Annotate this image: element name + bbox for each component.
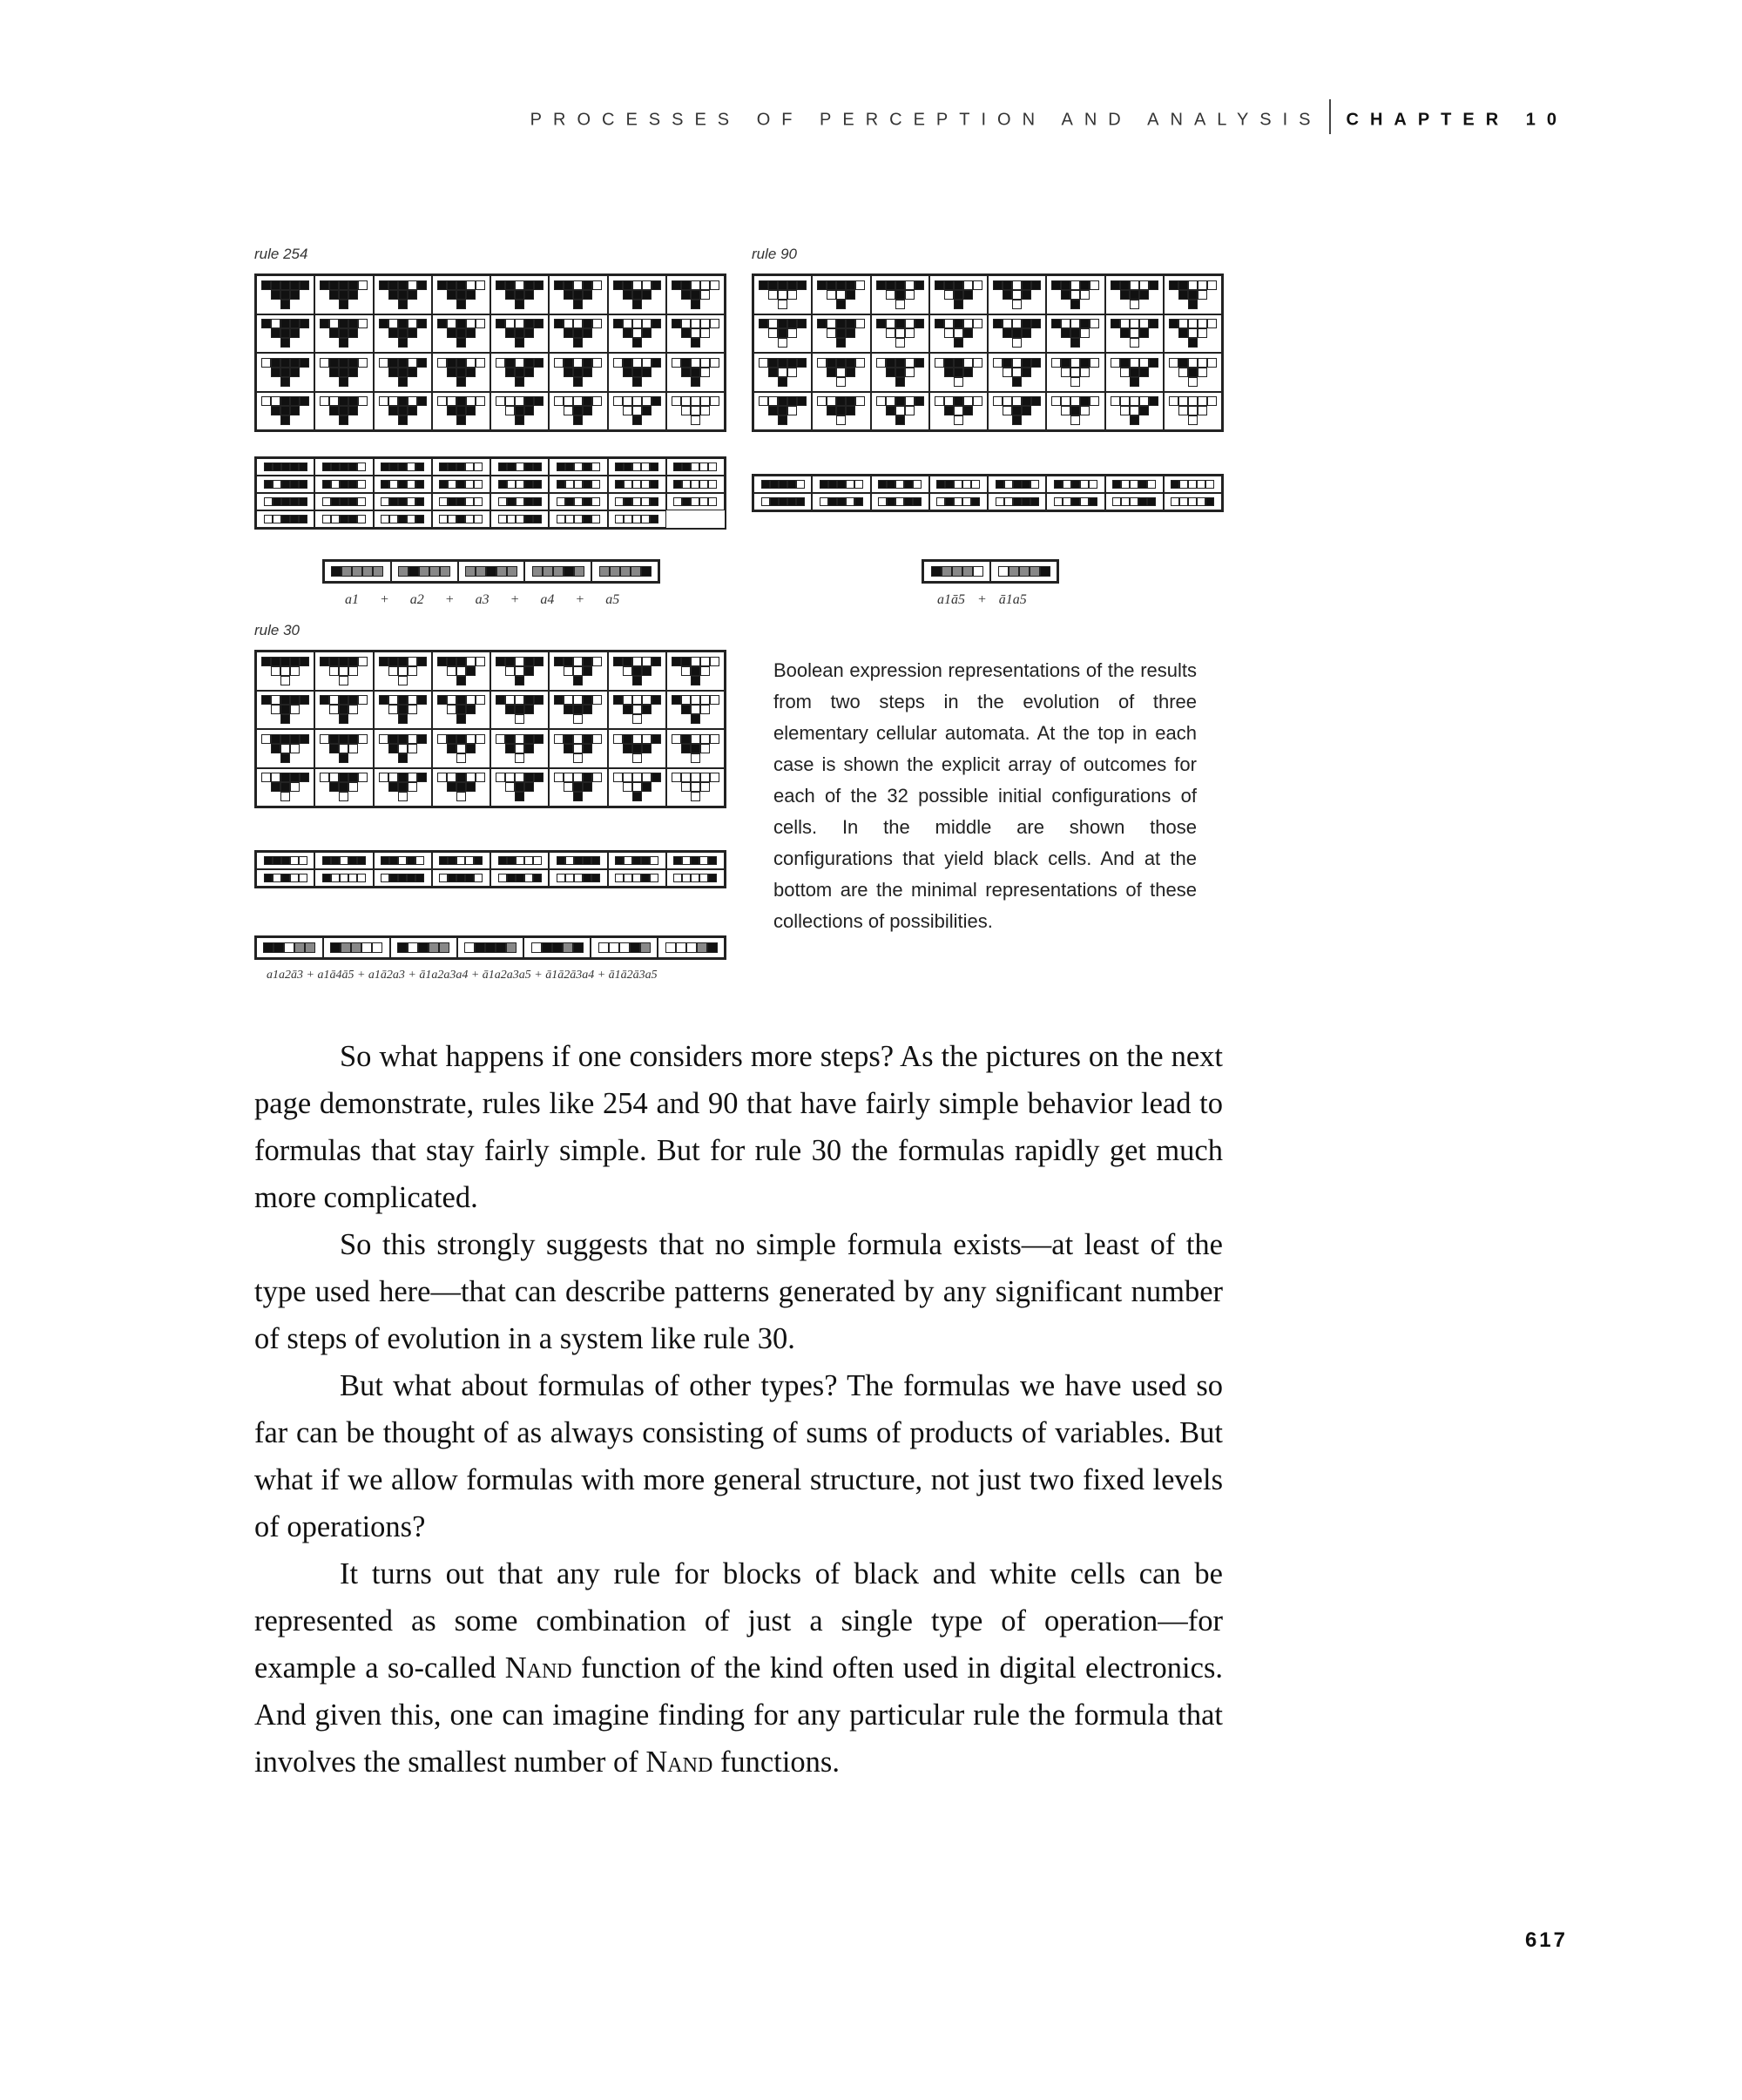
black-configurations-rule-254 (254, 456, 726, 530)
header-divider (1329, 99, 1331, 134)
configuration-cell (256, 493, 314, 510)
outcome-cell (666, 353, 725, 392)
outcome-cell (490, 729, 549, 768)
outcome-cell (1164, 353, 1222, 392)
configuration-cell (432, 458, 490, 476)
page-number: 617 (1524, 1928, 1568, 1952)
outcome-cell (549, 729, 607, 768)
panel-label-rule-254: rule 254 (254, 246, 308, 262)
minimal-terms-rule-30 (254, 935, 726, 960)
configuration-cell (314, 458, 373, 476)
configuration-cell (929, 476, 988, 493)
configuration-cell (549, 510, 607, 528)
configuration-cell (432, 493, 490, 510)
configuration-cell (490, 852, 549, 869)
outcome-cell (871, 392, 929, 431)
outcome-grid-rule-254 (254, 273, 726, 432)
outcome-cell (490, 353, 549, 392)
configuration-cell (1164, 493, 1222, 510)
outcome-cell (1105, 275, 1164, 314)
paragraph-4-part-b: function of the kind often used in digital electronics. And given this, one can imagine finding for any particular rule the formula that involves the smallest number of (254, 1651, 1223, 1779)
outcome-cell (988, 392, 1046, 431)
configuration-cell (314, 869, 373, 887)
outcome-cell (490, 768, 549, 807)
configuration-cell (666, 852, 725, 869)
outcome-cell (929, 314, 988, 354)
configuration-cell (256, 458, 314, 476)
configuration-cell (929, 493, 988, 510)
outcome-cell (608, 691, 666, 730)
configuration-cell (490, 458, 549, 476)
configuration-cell (608, 476, 666, 493)
panel-label-rule-30: rule 30 (254, 622, 300, 638)
configuration-cell (608, 493, 666, 510)
outcome-cell (929, 353, 988, 392)
outcome-cell (666, 275, 725, 314)
configuration-cell (374, 493, 432, 510)
outcome-cell (871, 275, 929, 314)
configuration-cell (753, 493, 812, 510)
outcome-cell (1105, 392, 1164, 431)
outcome-cell (549, 353, 607, 392)
configuration-cell (666, 476, 725, 493)
outcome-cell (1105, 314, 1164, 354)
formula-rule-254: a1 + a2 + a3 + a4 + a5 (345, 592, 620, 607)
configuration-cell (988, 476, 1046, 493)
configuration-cell (549, 476, 607, 493)
minimal-terms-rule-254 (322, 559, 660, 584)
minimal-term-cell (591, 937, 658, 958)
minimal-term-cell (923, 561, 990, 582)
outcome-cell (374, 275, 432, 314)
minimal-term-cell (458, 561, 525, 582)
outcome-cell (314, 314, 373, 354)
configuration-cell (666, 493, 725, 510)
outcome-cell (1046, 275, 1104, 314)
outcome-cell (988, 353, 1046, 392)
outcome-cell (432, 353, 490, 392)
configuration-cell (374, 510, 432, 528)
outcome-cell (753, 353, 812, 392)
configuration-cell (812, 493, 870, 510)
configuration-cell (549, 458, 607, 476)
configuration-cell (490, 869, 549, 887)
black-configurations-rule-30 (254, 850, 726, 888)
minimal-term-cell (524, 561, 591, 582)
outcome-cell (549, 314, 607, 354)
outcome-cell (432, 314, 490, 354)
outcome-cell (490, 691, 549, 730)
outcome-cell (490, 314, 549, 354)
minimal-term-cell (658, 937, 725, 958)
configuration-cell (256, 510, 314, 528)
configuration-cell (666, 458, 725, 476)
outcome-cell (812, 314, 870, 354)
minimal-term-cell (591, 561, 658, 582)
configuration-cell (314, 852, 373, 869)
outcome-cell (608, 768, 666, 807)
outcome-cell (490, 392, 549, 431)
outcome-cell (256, 314, 314, 354)
outcome-cell (374, 691, 432, 730)
outcome-grid-rule-30 (254, 650, 726, 808)
configuration-cell (374, 869, 432, 887)
outcome-cell (666, 314, 725, 354)
configuration-cell (256, 852, 314, 869)
outcome-cell (374, 392, 432, 431)
outcome-cell (314, 729, 373, 768)
outcome-cell (608, 392, 666, 431)
outcome-cell (432, 275, 490, 314)
outcome-cell (666, 691, 725, 730)
outcome-cell (549, 691, 607, 730)
configuration-cell (432, 852, 490, 869)
outcome-cell (256, 691, 314, 730)
figure-caption: Boolean expression representations of the results from two steps in the evolution of three elementary cellular automata. At the top in each case is shown the explicit array of outcomes for each of the 32 possible initial configurations of cells. In the middle are shown those configurations that yield black cells. And at the bottom are the minimal representations of these collections of possibilities. (773, 659, 1197, 932)
outcome-cell (608, 314, 666, 354)
configuration-cell (666, 869, 725, 887)
outcome-cell (666, 392, 725, 431)
outcome-cell (608, 275, 666, 314)
outcome-cell (608, 729, 666, 768)
formula-rule-30: a1a2ā3 + a1ā4ā5 + a1ā2a3 + ā1a2a3a4 + ā1a2a3a5 + ā1ā2ā3a4 + ā1ā2ā3a5 (267, 969, 658, 982)
outcome-cell (374, 729, 432, 768)
paragraph-3: But what about formulas of other types? The formulas we have used so far can be thought of as always consisting of sums of products of variables. But what if we allow formulas with more general structure, not just two fixed levels of operations? (254, 1369, 1223, 1543)
paragraph-1: So what happens if one considers more steps? As the pictures on the next page demonstrate, rules like 254 and 90 that have fairly simple behavior lead to formulas that stay fairly simple. But for rule 30 the formulas rapidly get much more complicated. (254, 1040, 1223, 1214)
black-configurations-rule-90 (752, 474, 1224, 512)
body-text (254, 1033, 1223, 1786)
configuration-cell (1105, 493, 1164, 510)
outcome-cell (314, 275, 373, 314)
outcome-cell (812, 353, 870, 392)
outcome-cell (490, 275, 549, 314)
outcome-cell (432, 691, 490, 730)
outcome-cell (929, 392, 988, 431)
running-head (0, 103, 1568, 138)
outcome-cell (1046, 353, 1104, 392)
configuration-cell (871, 476, 929, 493)
configuration-cell (490, 493, 549, 510)
outcome-cell (490, 652, 549, 691)
minimal-terms-rule-90 (922, 559, 1059, 584)
configuration-cell (256, 869, 314, 887)
outcome-cell (549, 392, 607, 431)
configuration-cell (988, 493, 1046, 510)
configuration-cell (374, 458, 432, 476)
paragraph-4 (254, 1550, 1223, 1786)
configuration-cell (1046, 476, 1104, 493)
formula-rule-90: a1ā5 + ā1a5 (937, 592, 1027, 607)
outcome-cell (314, 353, 373, 392)
outcome-cell (608, 353, 666, 392)
configuration-cell (256, 476, 314, 493)
outcome-cell (256, 392, 314, 431)
configuration-cell (549, 493, 607, 510)
configuration-cell (1164, 476, 1222, 493)
outcome-cell (549, 768, 607, 807)
configuration-cell (432, 510, 490, 528)
outcome-cell (666, 768, 725, 807)
configuration-cell (549, 869, 607, 887)
outcome-cell (666, 729, 725, 768)
nand-term-2: Nand (645, 1745, 713, 1779)
outcome-cell (432, 729, 490, 768)
minimal-term-cell (390, 937, 457, 958)
nand-term-1: Nand (504, 1651, 572, 1685)
outcome-cell (374, 353, 432, 392)
panel-label-rule-90: rule 90 (752, 246, 797, 262)
minimal-term-cell (323, 937, 390, 958)
outcome-cell (374, 652, 432, 691)
outcome-cell (812, 392, 870, 431)
configuration-cell (608, 852, 666, 869)
outcome-cell (256, 353, 314, 392)
outcome-cell (988, 314, 1046, 354)
outcome-cell (1164, 314, 1222, 354)
outcome-cell (871, 353, 929, 392)
outcome-cell (314, 652, 373, 691)
configuration-cell (314, 493, 373, 510)
outcome-cell (1046, 392, 1104, 431)
configuration-cell (432, 869, 490, 887)
outcome-cell (314, 768, 373, 807)
configuration-cell (549, 852, 607, 869)
configuration-cell (490, 476, 549, 493)
outcome-cell (871, 314, 929, 354)
outcome-cell (812, 275, 870, 314)
configuration-cell (608, 458, 666, 476)
configuration-cell (314, 510, 373, 528)
outcome-cell (753, 314, 812, 354)
minimal-term-cell (523, 937, 591, 958)
outcome-cell (256, 652, 314, 691)
outcome-cell (374, 768, 432, 807)
configuration-cell (753, 476, 812, 493)
chapter-title: CHAPTER 10 (1346, 110, 1568, 130)
outcome-cell (549, 652, 607, 691)
outcome-cell (374, 314, 432, 354)
outcome-cell (549, 275, 607, 314)
paragraph-4-part-a: It turns out that any rule for blocks of black and white cells can be represented as some combination of just a single type of operation—for example a so-called (254, 1557, 1223, 1685)
paragraph-2: So this strongly suggests that no simple formula exists—at least of the type used here—that can describe patterns generated by any significant number of steps of evolution in a system like rule 30. (254, 1228, 1223, 1355)
configuration-cell (374, 852, 432, 869)
outcome-cell (608, 652, 666, 691)
outcome-cell (1164, 392, 1222, 431)
configuration-cell (1105, 476, 1164, 493)
outcome-cell (753, 392, 812, 431)
paragraph-4-part-c: functions. (712, 1745, 840, 1779)
outcome-cell (666, 652, 725, 691)
minimal-term-cell (457, 937, 524, 958)
outcome-cell (256, 275, 314, 314)
configuration-cell (374, 476, 432, 493)
configuration-cell (812, 476, 870, 493)
outcome-cell (314, 691, 373, 730)
outcome-cell (256, 768, 314, 807)
outcome-cell (753, 275, 812, 314)
configuration-cell (432, 476, 490, 493)
outcome-cell (1164, 275, 1222, 314)
outcome-cell (1105, 353, 1164, 392)
outcome-cell (256, 729, 314, 768)
outcome-cell (432, 768, 490, 807)
configuration-cell (314, 476, 373, 493)
outcome-cell (432, 652, 490, 691)
minimal-term-cell (391, 561, 458, 582)
minimal-term-cell (990, 561, 1057, 582)
configuration-cell (608, 869, 666, 887)
outcome-cell (1046, 314, 1104, 354)
outcome-cell (988, 275, 1046, 314)
minimal-term-cell (256, 937, 323, 958)
section-title: PROCESSES OF PERCEPTION AND ANALYSIS (530, 110, 1322, 130)
outcome-cell (314, 392, 373, 431)
minimal-term-cell (324, 561, 391, 582)
outcome-grid-rule-90 (752, 273, 1224, 432)
outcome-cell (929, 275, 988, 314)
configuration-cell (608, 510, 666, 528)
configuration-cell (871, 493, 929, 510)
outcome-cell (432, 392, 490, 431)
configuration-cell (1046, 493, 1104, 510)
configuration-cell (490, 510, 549, 528)
